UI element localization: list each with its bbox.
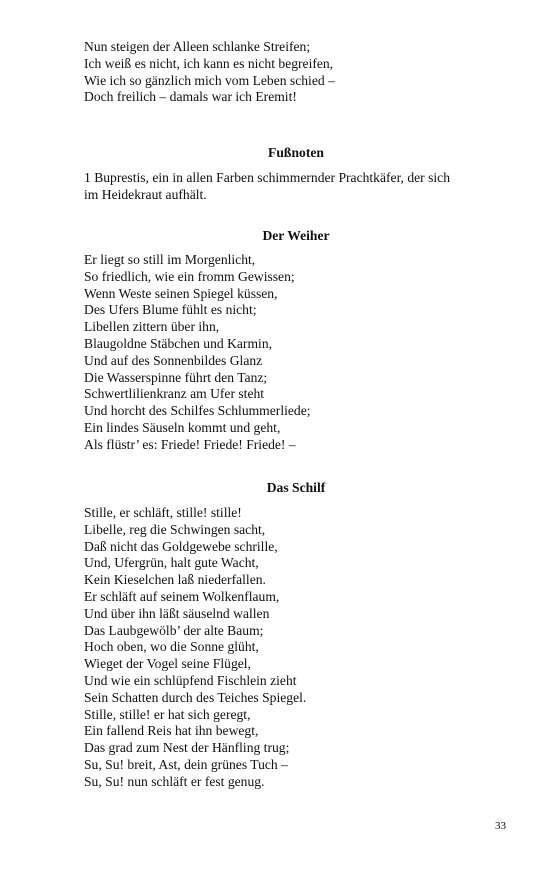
- verse-line: Und, Ufergrün, halt gute Wacht,: [84, 555, 259, 571]
- verse-line: Ich weiß es nicht, ich kann es nicht begreifen,: [84, 55, 334, 71]
- verse-line: Daß nicht das Goldgewebe schrille,: [84, 538, 278, 554]
- verse-line: Stille, stille! er hat sich geregt,: [84, 706, 251, 722]
- verse-line: Das grad zum Nest der Hänfling trug;: [84, 740, 290, 756]
- verse-line: So friedlich, wie ein fromm Gewissen;: [84, 268, 295, 284]
- verse-line: Su, Su! breit, Ast, dein grünes Tuch –: [84, 756, 288, 772]
- poem-schilf-body: [84, 505, 508, 791]
- verse-line: Er schläft auf seinem Wolkenflaum,: [84, 588, 280, 604]
- verse-line: Libelle, reg die Schwingen sacht,: [84, 521, 266, 537]
- verse-line: Wenn Weste seinen Spiegel küssen,: [84, 285, 278, 301]
- verse-line: Und auf des Sonnenbildes Glanz: [84, 352, 263, 368]
- verse-line: Ein fallend Reis hat ihn bewegt,: [84, 723, 259, 739]
- verse-line: Sein Schatten durch des Teiches Spiegel.: [84, 689, 307, 705]
- poem-title-weiher: Der Weiher: [262, 228, 330, 243]
- footnote-text: [84, 170, 508, 204]
- verse-line: Wieget der Vogel seine Flügel,: [84, 656, 251, 672]
- poem-title-schilf: Das Schilf: [266, 480, 326, 495]
- verse-line: Und horcht des Schilfes Schlummerliede;: [84, 403, 311, 419]
- verse-line: Schwertlilienkranz am Ufer steht: [84, 386, 265, 402]
- footnote-line: im Heidekraut aufhält.: [84, 186, 207, 202]
- verse-line: Wie ich so gänzlich mich vom Leben schied –: [84, 72, 335, 88]
- verse-line: Und über ihn läßt säuselnd wallen: [84, 605, 270, 621]
- footnote-line: 1 Buprestis, ein in allen Farben schimmernder Prachtkäfer, der sich: [84, 170, 450, 185]
- verse-line: Und wie ein schlüpfend Fischlein zieht: [84, 672, 297, 688]
- verse-line: Stille, er schläft, stille! stille!: [84, 505, 242, 520]
- verse-line: Hoch oben, wo die Sonne glüht,: [84, 639, 259, 655]
- verse-line: Des Ufers Blume fühlt es nicht;: [84, 302, 257, 318]
- verse-line: Die Wasserspinne führt den Tanz;: [84, 369, 268, 385]
- verse-line: Nun steigen der Alleen schlanke Streifen;: [84, 39, 311, 54]
- verse-line: Als flüstr’ es: Friede! Friede! Friede! –: [84, 436, 296, 452]
- verse-line: Er liegt so still im Morgenlicht,: [84, 252, 256, 267]
- verse-line: Kein Kieselchen laß niederfallen.: [84, 572, 266, 588]
- stanza-end: [84, 39, 508, 106]
- verse-line: Su, Su! nun schläft er fest genug.: [84, 773, 265, 789]
- footnotes-heading: Fußnoten: [268, 145, 324, 160]
- page-number: 33: [495, 820, 506, 832]
- verse-line: Blaugoldne Stäbchen und Karmin,: [84, 335, 273, 351]
- verse-line: Ein lindes Säuseln kommt und geht,: [84, 419, 281, 435]
- verse-line: Doch freilich – damals war ich Eremit!: [84, 89, 297, 105]
- poem-weiher-body: [84, 252, 508, 454]
- verse-line: Libellen zittern über ihn,: [84, 319, 220, 335]
- verse-line: Das Laubgewölb’ der alte Baum;: [84, 622, 264, 638]
